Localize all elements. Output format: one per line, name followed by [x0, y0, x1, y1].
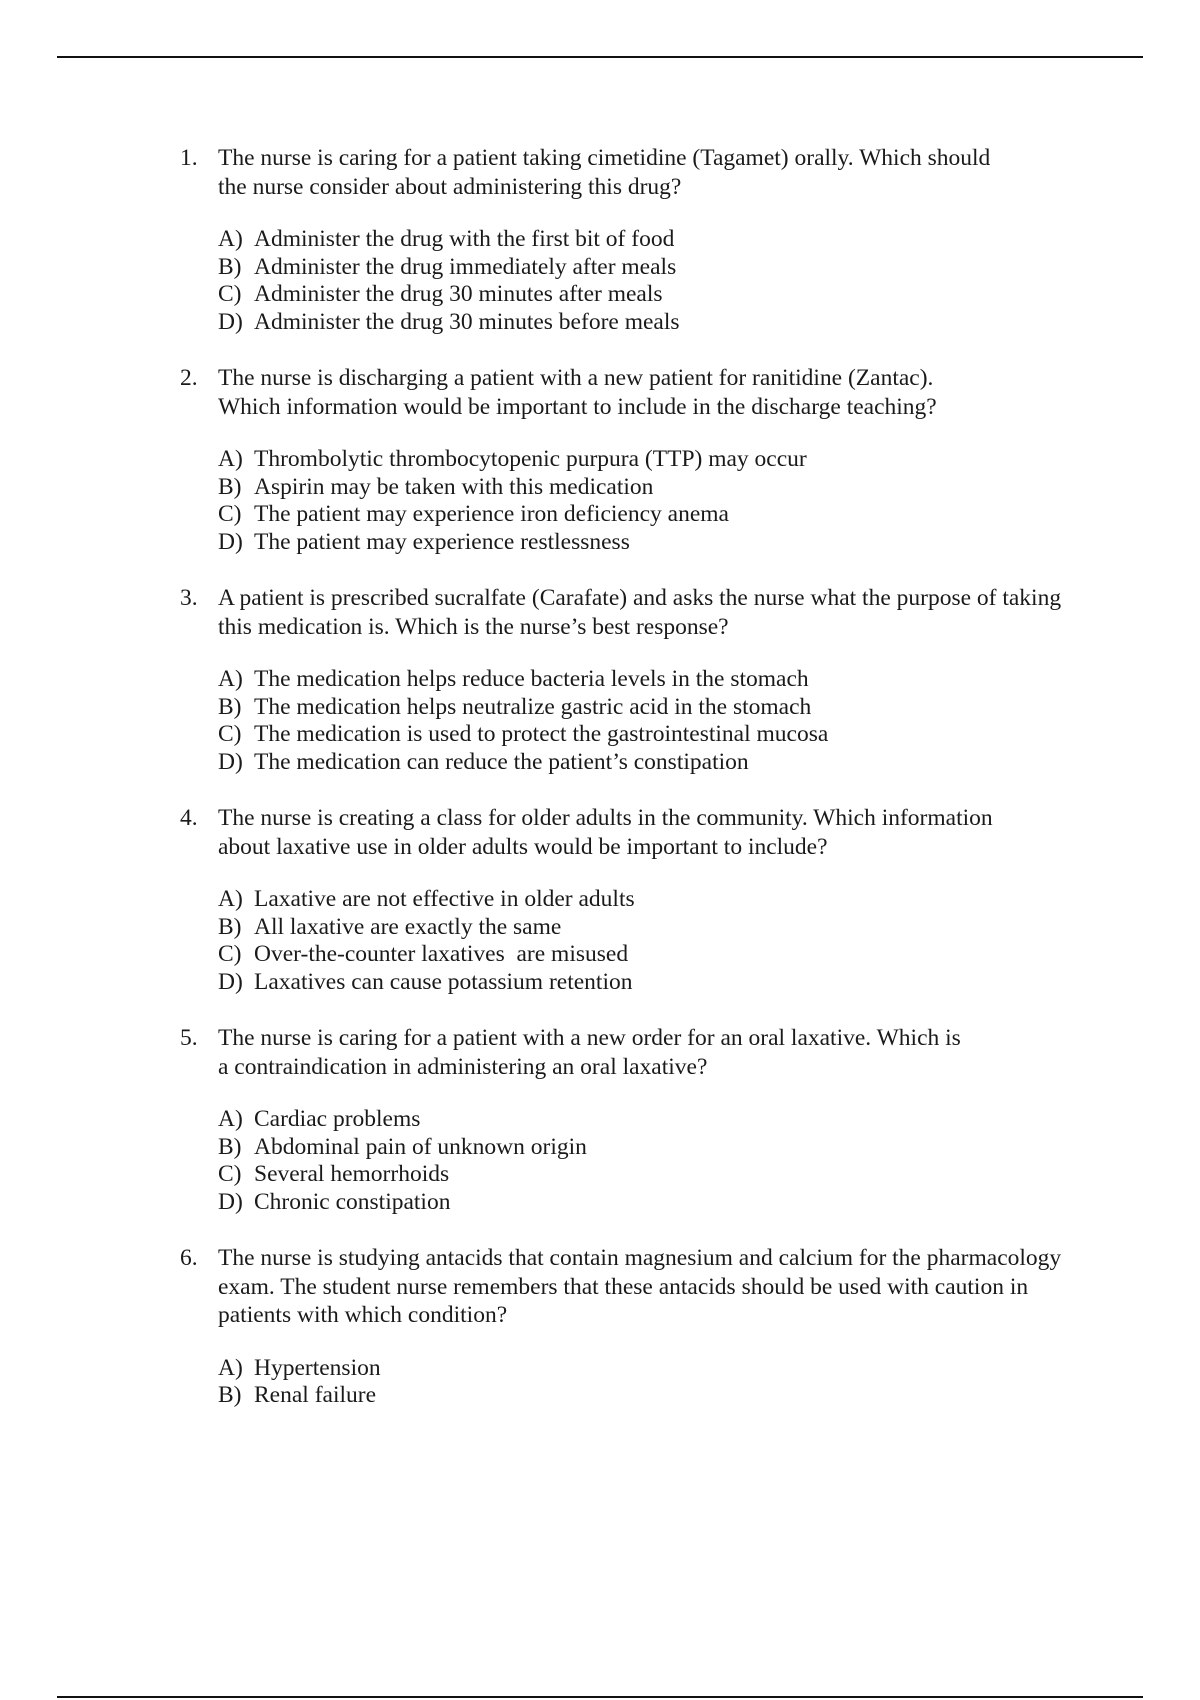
question-stem: The nurse is caring for a patient taking cimetidine (Tagamet) orally. Which should the nurse consider about administering this drug? — [218, 145, 991, 200]
answer-option-d — [218, 749, 1100, 777]
option-text: The medication helps reduce bacteria levels in the stomach — [254, 666, 809, 692]
answer-options — [218, 666, 1100, 776]
option-letter: B) — [218, 1382, 242, 1408]
option-letter: A) — [218, 446, 243, 472]
question-stem: A patient is prescribed sucralfate (Carafate) and asks the nurse what the purpose of taking this medication is. Which is the nurse’s best response? — [218, 585, 1062, 640]
option-letter: A) — [218, 1354, 243, 1381]
answer-option-c — [218, 1161, 1100, 1189]
answer-option-a — [218, 666, 1100, 694]
option-letter: D) — [218, 968, 243, 995]
option-letter: B) — [218, 1133, 242, 1160]
option-letter: A) — [218, 226, 243, 252]
answer-option-b — [218, 694, 1100, 722]
option-letter: B) — [218, 473, 242, 500]
answer-options — [218, 886, 1100, 996]
answer-option-a — [218, 1106, 1100, 1134]
question-number: 1. — [180, 145, 198, 171]
question-2 — [180, 364, 1100, 556]
answer-option-b — [218, 1134, 1100, 1162]
option-text: Abdominal pain of unknown origin — [254, 1133, 587, 1160]
answer-options — [218, 226, 1100, 336]
option-text: Chronic constipation — [254, 1188, 451, 1215]
answer-option-b — [218, 254, 1100, 282]
option-letter: C) — [218, 941, 242, 967]
option-text: The medication helps neutralize gastric acid in the stomach — [254, 693, 812, 720]
answer-option-a — [218, 886, 1100, 914]
option-text: Administer the drug immediately after meals — [254, 253, 677, 280]
option-text: The patient may experience restlessness — [254, 528, 630, 555]
answer-option-b — [218, 474, 1100, 502]
question-number: 4. — [180, 805, 198, 831]
answer-options — [218, 1106, 1100, 1216]
question-1 — [180, 144, 1100, 336]
option-letter: C) — [218, 281, 242, 307]
option-text: The medication is used to protect the gastrointestinal mucosa — [254, 721, 829, 747]
answer-option-c — [218, 721, 1100, 749]
option-text: Administer the drug 30 minutes after meals — [254, 281, 663, 307]
option-text: The medication can reduce the patient’s constipation — [254, 748, 749, 775]
answer-option-d — [218, 1189, 1100, 1217]
option-letter: B) — [218, 913, 242, 940]
question-5 — [180, 1024, 1100, 1216]
answer-option-c — [218, 281, 1100, 309]
footer-rule — [57, 1696, 1143, 1698]
option-text: All laxative are exactly the same — [254, 913, 562, 940]
option-letter: C) — [218, 1161, 242, 1187]
question-stem: The nurse is studying antacids that contain magnesium and calcium for the pharmacology exam. The student nurse remembers that these antacids should be used with caution in patients with which condition? — [218, 1245, 1062, 1328]
option-text: Hypertension — [254, 1354, 381, 1381]
option-letter: C) — [218, 721, 242, 747]
option-letter: B) — [218, 693, 242, 720]
option-letter: C) — [218, 501, 242, 527]
answer-option-d — [218, 529, 1100, 557]
answer-option-a — [218, 226, 1100, 254]
option-text: Administer the drug 30 minutes before meals — [254, 308, 680, 335]
question-4 — [180, 804, 1100, 996]
question-stem: The nurse is creating a class for older adults in the community. Which information about laxative use in older adults would be important to include? — [218, 805, 993, 860]
answer-options — [218, 1355, 1100, 1410]
option-letter: D) — [218, 748, 243, 775]
option-text: Aspirin may be taken with this medication — [254, 473, 654, 500]
option-text: Laxatives can cause potassium retention — [254, 968, 633, 995]
option-text: Renal failure — [254, 1382, 377, 1408]
option-letter: A) — [218, 666, 243, 692]
option-text: The patient may experience iron deficiency anema — [254, 501, 729, 527]
question-stem: The nurse is discharging a patient with a new patient for ranitidine (Zantac). Which information would be important to include in the discharge teaching? — [218, 365, 937, 420]
answer-option-c — [218, 501, 1100, 529]
answer-option-a — [218, 1355, 1100, 1383]
option-text: Thrombolytic thrombocytopenic purpura (TTP) may occur — [254, 446, 807, 472]
question-6 — [180, 1244, 1100, 1410]
option-text: Administer the drug with the first bit of food — [254, 226, 675, 252]
answer-option-c — [218, 941, 1100, 969]
option-text: Over-the-counter laxatives are misused — [254, 941, 629, 967]
answer-option-a — [218, 446, 1100, 474]
answer-option-b — [218, 1382, 1100, 1410]
option-letter: D) — [218, 308, 243, 335]
option-text: Cardiac problems — [254, 1106, 421, 1132]
question-stem: The nurse is caring for a patient with a new order for an oral laxative. Which is a contraindication in administering an oral laxative? — [218, 1025, 961, 1080]
option-letter: D) — [218, 528, 243, 555]
question-number: 5. — [180, 1025, 198, 1051]
question-3 — [180, 584, 1100, 776]
option-text: Laxative are not effective in older adults — [254, 886, 635, 912]
question-list — [180, 144, 1100, 1438]
answer-options — [218, 446, 1100, 556]
question-number: 6. — [180, 1245, 198, 1271]
option-text: Several hemorrhoids — [254, 1161, 450, 1187]
answer-option-d — [218, 969, 1100, 997]
option-letter: A) — [218, 886, 243, 912]
option-letter: B) — [218, 253, 242, 280]
option-letter: D) — [218, 1188, 243, 1215]
question-number: 2. — [180, 365, 198, 391]
answer-option-d — [218, 309, 1100, 337]
question-number: 3. — [180, 585, 198, 611]
answer-option-b — [218, 914, 1100, 942]
option-letter: A) — [218, 1106, 243, 1132]
header-rule — [57, 56, 1143, 58]
